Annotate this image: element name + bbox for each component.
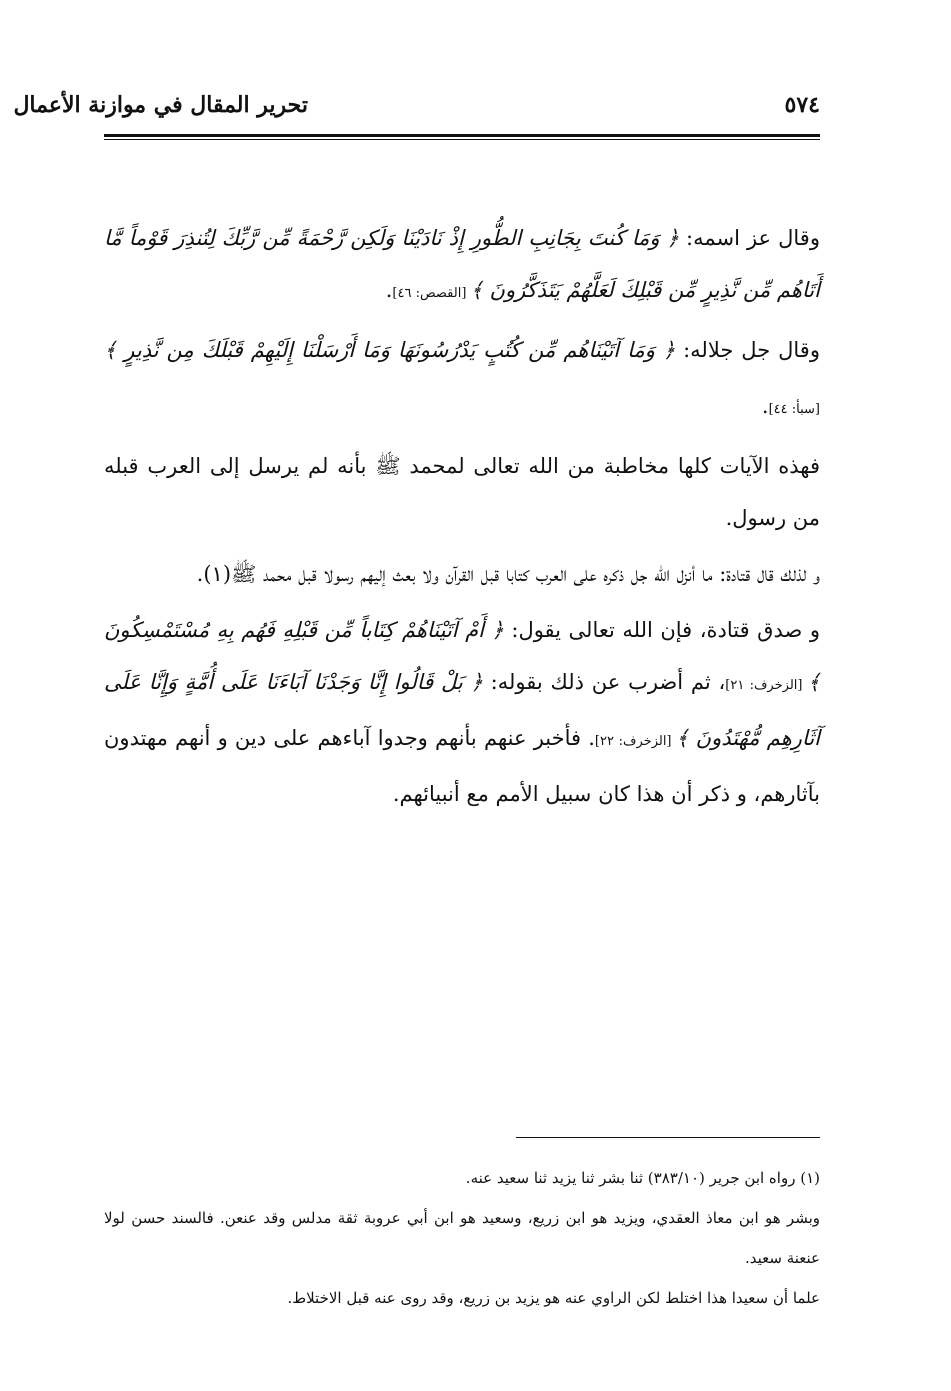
paragraph-tail: . xyxy=(761,394,769,418)
footnotes xyxy=(104,1158,820,1318)
paragraph-tail: . xyxy=(385,278,393,302)
paragraph-1 xyxy=(104,212,820,320)
header-rule-thin xyxy=(104,139,820,140)
footnote-1: (١) رواه ابن جرير (٣٨٣/١٠) ثنا بشر ثنا يزيد ثنا سعيد عنه. xyxy=(465,1169,820,1187)
page-number: ٥٧٤ xyxy=(784,92,820,118)
quran-verse: ﴿ وَمَا كُنتَ بِجَانِبِ الطُّورِ إِذْ نَادَيْنَا وَلَكِن رَّحْمَةً مِّن رَّبِّكَ لِتُنذِرَ قَوْماً مَّا أَتَاهُم مِّن نَّذِيرٍ مِّن قَبْلِكَ لَعَلَّهُمْ يَتَذَكَّرُونَ ﴾ xyxy=(104,226,820,302)
footnote-rule xyxy=(516,1137,820,1138)
verse-reference-2: [الزخرف: ٢٢] xyxy=(594,734,677,749)
paragraph-intro: و صدق قتادة، فإن الله تعالى يقول: xyxy=(503,618,820,642)
paragraph-tail: . فأخبر عنهم بأنهم وجدوا آباءهم على دين و أنهم مهتدون بآثارهم، و ذكر أن هذا كان سبيل الأمم مع أنبيائهم. xyxy=(104,726,820,806)
book-title: تحرير المقال في موازنة الأعمال xyxy=(13,92,308,118)
paragraph-5 xyxy=(104,604,820,820)
paragraph-2 xyxy=(104,324,820,436)
paragraph-4: و لذلك قال قتادة: ما أنزل الله جل ذكره على العرب كتابا قبل القرآن ولا بعث إليهم رسولا قبل محمد ﷺ(١). xyxy=(196,562,820,586)
paragraph-intro: وقال جل جلاله: xyxy=(675,338,820,362)
verse-reference: [القصص: ٤٦] xyxy=(392,286,471,301)
page-header xyxy=(13,92,820,128)
header-rule xyxy=(104,134,820,137)
footnote-3: علما أن سعيدا هذا اختلط لكن الراوي عنه هو يزيد بن زريع، وقد روى عنه قبل الاختلاط. xyxy=(287,1289,820,1307)
footnote-2: وبشر هو ابن معاذ العقدي، ويزيد هو ابن زريع، وسعيد هو ابن أبي عروبة ثقة مدلس وقد عنعن. فالسند حسن لولا عنعنة سعيد. xyxy=(104,1209,820,1267)
paragraph-intro: وقال عز اسمه: xyxy=(678,226,820,250)
verse-reference: [سبأ: ٤٤] xyxy=(768,402,820,417)
main-text xyxy=(104,212,820,824)
paragraph-3: فهذه الآيات كلها مخاطبة من الله تعالى لمحمد ﷺ بأنه لم يرسل إلى العرب قبله من رسول. xyxy=(104,454,820,530)
verse-reference: [الزخرف: ٢١] xyxy=(725,678,808,693)
quran-verse: ﴿ أَمْ آتَيْنَاهُمْ كِتَاباً مِّن قَبْلِهِ فَهُم بِهِ مُسْتَمْسِكُونَ ﴾ xyxy=(104,618,821,694)
quran-verse-2: ﴿ بَلْ قَالُوا إِنَّا وَجَدْنَا آبَاءَنَا عَلَى أُمَّةٍ وَإِنَّا عَلَى آثَارِهِم مُّهْتَدُونَ ﴾ xyxy=(104,670,820,750)
quran-verse: ﴿ وَمَا آتَيْنَاهُم مِّن كُتُبٍ يَدْرُسُونَهَا وَمَا أَرْسَلْنَا إِلَيْهِمْ قَبْلَكَ مِن نَّذِيرٍ ﴾ xyxy=(104,338,676,362)
paragraph-middle: ، ثم أضرب عن ذلك بقوله: xyxy=(482,670,726,694)
